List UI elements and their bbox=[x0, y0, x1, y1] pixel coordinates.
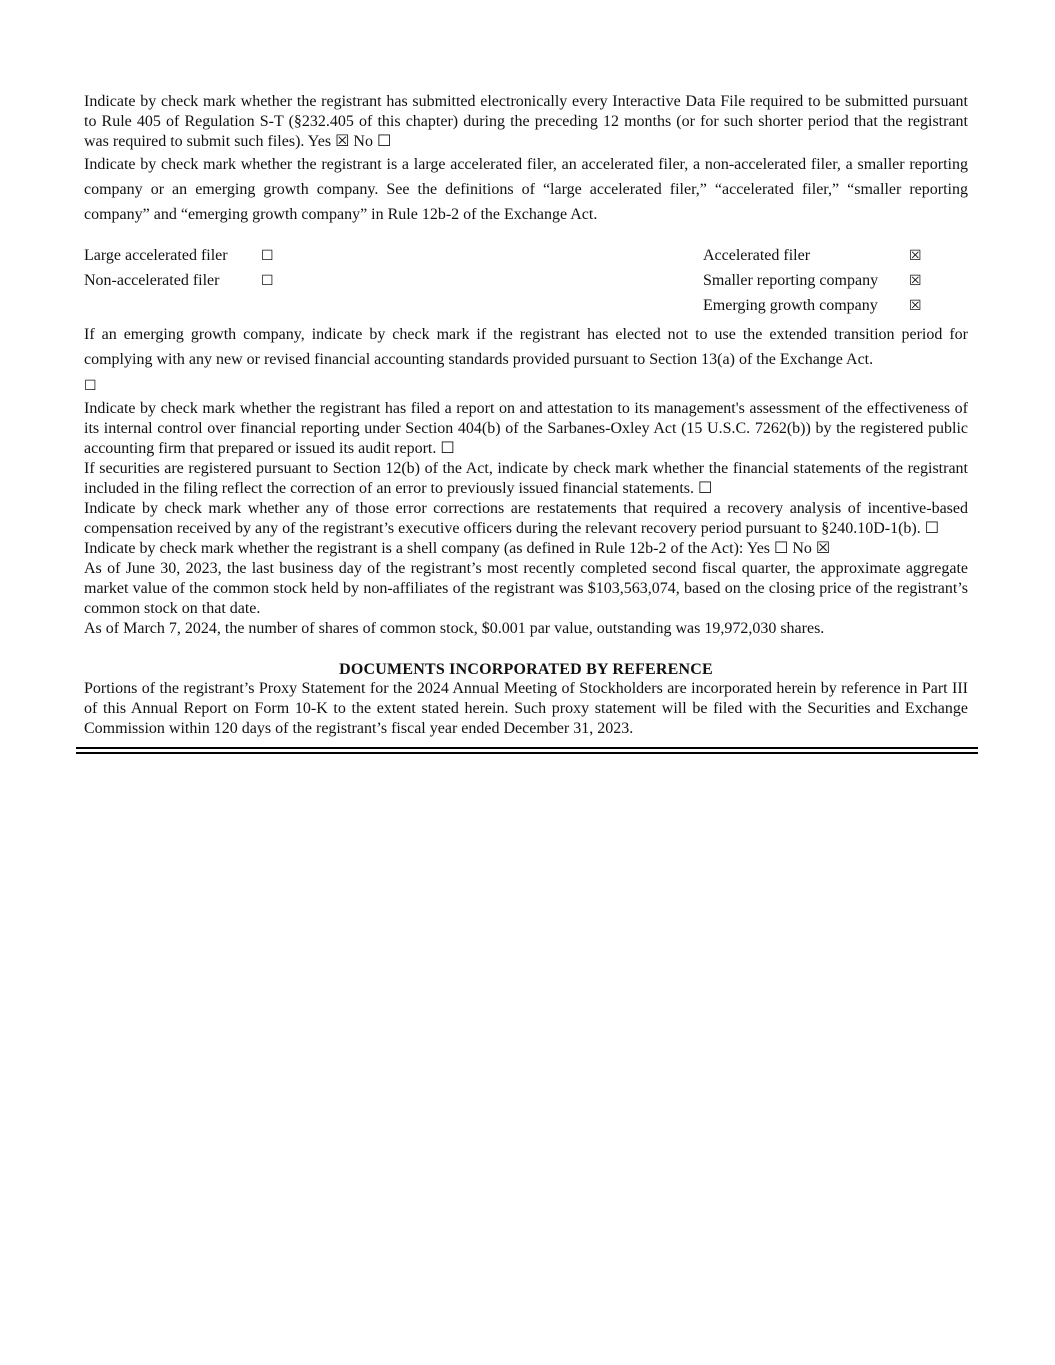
checkbox-non-accelerated-filer: ☐ bbox=[261, 273, 274, 289]
heading-documents-incorporated: DOCUMENTS INCORPORATED BY REFERENCE bbox=[339, 661, 713, 678]
paragraph-transition-period: If an emerging growth company, indicate by check mark if the registrant has elected not to use the extended transition period for complying with any new or revised financial accounting standards provided pursuant to Section 13(a) of the Exchange Act. bbox=[84, 326, 968, 368]
filer-table-row bbox=[84, 247, 968, 272]
paragraph-shell-company: Indicate by check mark whether the registrant is a shell company (as defined in Rule 12b-2 of the Act): Yes ☐ No ☒ bbox=[84, 540, 831, 557]
paragraph-filer-definitions: Indicate by check mark whether the registrant is a large accelerated filer, an accelerated filer, a non-accelerated filer, a smaller reporting company or an emerging growth company. See the definitions of “large accelerated filer,” “accelerated filer,” “smaller reporting company” and “emerging growth company” in Rule 12b-2 of the Exchange Act. bbox=[84, 156, 968, 223]
checkbox-accelerated-filer: ☒ bbox=[909, 248, 922, 264]
paragraph-interactive-data-file: Indicate by check mark whether the registrant has submitted electronically every Interactive Data File required to be submitted pursuant to Rule 405 of Regulation S-T (§232.405 of this chapter) during the preceding 12 months (or for such shorter period that the registrant was required to submit such files). Yes ☒ No ☐ bbox=[84, 93, 968, 150]
checkbox-smaller-reporting-company: ☒ bbox=[909, 273, 922, 289]
paragraph-shares-outstanding: As of March 7, 2024, the number of shares of common stock, $0.001 par value, outstanding was 19,972,030 shares. bbox=[84, 620, 825, 637]
filer-label-emerging-growth: Emerging growth company bbox=[703, 297, 878, 314]
filer-table-row bbox=[84, 297, 968, 322]
filer-status-table bbox=[84, 247, 968, 322]
paragraph-market-value: As of June 30, 2023, the last business day of the registrant’s most recently completed second fiscal quarter, the approximate aggregate market value of the common stock held by non-affiliates of the registrant was $103,563,074, based on the closing price of the registrant’s common stock on that date. bbox=[84, 560, 968, 617]
filer-label-smaller-reporting: Smaller reporting company bbox=[703, 272, 879, 289]
paragraph-error-correction: If securities are registered pursuant to Section 12(b) of the Act, indicate by check mark whether the financial statements of the registrant included in the filing reflect the correction of an error to previously issued financial statements. ☐ bbox=[84, 460, 968, 497]
checkbox-large-accelerated-filer: ☐ bbox=[261, 248, 274, 264]
filer-label-accelerated: Accelerated filer bbox=[703, 247, 811, 264]
paragraph-sox-404b: Indicate by check mark whether the registrant has filed a report on and attestation to its management's assessment of the effectiveness of its internal control over financial reporting under Section 404(b) of the Sarbanes-Oxley Act (15 U.S.C. 7262(b)) by the registered public accounting firm that prepared or issued its audit report. ☐ bbox=[84, 400, 968, 457]
paragraph-recovery-analysis: Indicate by check mark whether any of those error corrections are restatements that required a recovery analysis of incentive-based compensation received by any of the registrant’s executive officers during the relevant recovery period pursuant to §240.10D-1(b). ☐ bbox=[84, 500, 968, 537]
filer-label-large-accelerated: Large accelerated filer bbox=[84, 247, 228, 264]
document-content bbox=[84, 92, 968, 754]
checkbox-emerging-growth-company: ☒ bbox=[909, 298, 922, 314]
paragraph-proxy-statement: Portions of the registrant’s Proxy Statement for the 2024 Annual Meeting of Stockholders are incorporated herein by reference in Part III of this Annual Report on Form 10-K to the extent stated herein. Such proxy statement will be filed with the Securities and Exchange Commission within 120 days of the registrant’s fiscal year ended December 31, 2023. bbox=[84, 680, 968, 737]
filer-table-row bbox=[84, 272, 968, 297]
filer-label-non-accelerated: Non-accelerated filer bbox=[84, 272, 220, 289]
checkbox-transition-period: ☐ bbox=[84, 378, 97, 394]
double-horizontal-rule bbox=[76, 747, 978, 754]
